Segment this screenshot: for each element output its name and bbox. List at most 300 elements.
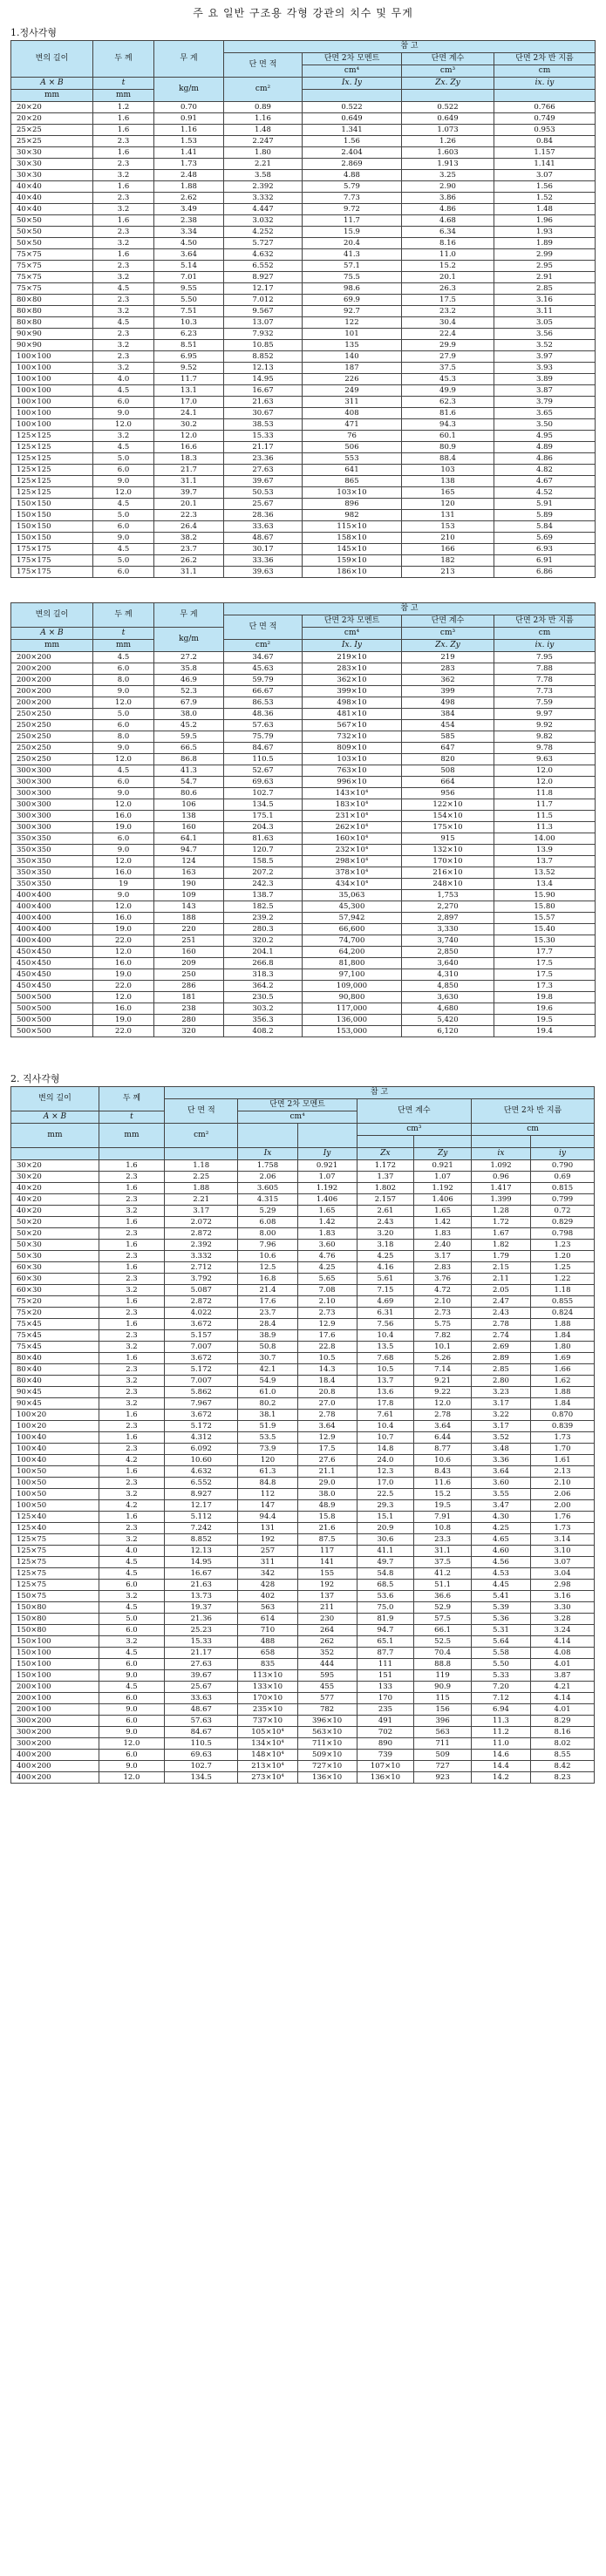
table-row (11, 1251, 595, 1262)
table-row (11, 1274, 595, 1285)
table-cell: 125×40 (11, 1523, 99, 1534)
table-cell: 14.95 (165, 1557, 238, 1568)
table-cell: 9.22 (414, 1387, 472, 1398)
table-cell: 133 (357, 1682, 414, 1693)
table-row (11, 845, 596, 856)
rect-col-radius-header: 단면 2차 반 지름 (471, 1099, 594, 1124)
table-cell: 14.6 (471, 1750, 530, 1761)
table-cell: 996×10 (303, 777, 402, 788)
table-cell: 115 (414, 1693, 472, 1704)
table-cell: 38.1 (238, 1410, 297, 1421)
table-cell: 80×80 (11, 295, 93, 306)
table-cell: 21.63 (165, 1580, 238, 1591)
table-cell: 1.6 (99, 1319, 164, 1330)
table-cell: 100×40 (11, 1432, 99, 1444)
table-cell: 9.72 (303, 204, 402, 215)
table-cell: 90×90 (11, 329, 93, 340)
table-cell: 8.852 (224, 351, 303, 363)
table-cell: 3.55 (471, 1489, 530, 1500)
table-cell: 136,000 (303, 1015, 402, 1026)
table-row (11, 1772, 595, 1784)
table-cell: 19.5 (414, 1500, 472, 1512)
table-cell: 4.5 (99, 1602, 164, 1614)
table-cell: 5.50 (154, 295, 224, 306)
table-cell: 22.4 (402, 329, 494, 340)
table-cell: 8.51 (154, 340, 224, 351)
table-cell: 2,270 (402, 901, 494, 913)
table-cell: 408 (303, 408, 402, 419)
table-cell: 150×80 (11, 1614, 99, 1625)
table-cell: 10.4 (357, 1330, 414, 1342)
table-row (11, 867, 596, 879)
table-cell: 5.0 (93, 555, 154, 567)
table-row (11, 833, 596, 845)
table-cell: 500×500 (11, 1015, 93, 1026)
table-cell: 0.749 (494, 113, 596, 125)
table-cell: 211 (297, 1602, 357, 1614)
table-cell: 4.5 (93, 652, 154, 663)
table-cell: 732×10 (303, 731, 402, 743)
table-cell: 125×75 (11, 1557, 99, 1568)
table-cell: 4.56 (471, 1557, 530, 1568)
rect-ry-label: iy (531, 1148, 595, 1160)
table-cell: 1.16 (224, 113, 303, 125)
table-cell: 25×25 (11, 125, 93, 136)
table-cell: 2.3 (99, 1364, 164, 1376)
table-cell: 303.2 (224, 1003, 303, 1015)
col-ref-header: 참 고 (224, 41, 596, 53)
table-cell: 7.88 (494, 663, 596, 675)
table-cell: 2.74 (471, 1330, 530, 1342)
table-cell: 9.0 (99, 1761, 164, 1772)
table-cell: 4.08 (531, 1648, 595, 1659)
table-row (11, 981, 596, 992)
table-cell: 156 (414, 1704, 472, 1716)
table-cell: 175.1 (224, 811, 303, 822)
table-row (11, 697, 596, 709)
table-cell: 356.3 (224, 1015, 303, 1026)
table-cell: 641 (303, 465, 402, 476)
table-cell: 61.0 (238, 1387, 297, 1398)
table-row (11, 521, 596, 533)
table-cell: 3.10 (531, 1546, 595, 1557)
table-cell: 727×10 (297, 1761, 357, 1772)
table-cell: 41.3 (303, 249, 402, 261)
table-cell: 23.2 (402, 306, 494, 317)
table-cell: 19.6 (494, 1003, 596, 1015)
table-cell: 80×40 (11, 1376, 99, 1387)
table-cell: 150×100 (11, 1636, 99, 1648)
table-cell: 1.6 (99, 1432, 164, 1444)
table-cell: 40×20 (11, 1206, 99, 1217)
col-inertia-header-2: 단면 2차 모멘트 (303, 615, 402, 628)
table-cell: 5.31 (471, 1625, 530, 1636)
table-cell: 3.17 (471, 1421, 530, 1432)
table-cell: 100×20 (11, 1410, 99, 1421)
table-cell: 84.8 (238, 1478, 297, 1489)
table-cell: 283×10 (303, 663, 402, 675)
table-cell: 38.0 (154, 709, 224, 720)
table-cell: 67.9 (154, 697, 224, 709)
table-cell: 1.18 (531, 1285, 595, 1296)
table-cell: 30×30 (11, 170, 93, 181)
table-cell: 131 (402, 510, 494, 521)
table-cell: 3.97 (494, 351, 596, 363)
table-cell: 508 (402, 765, 494, 777)
table-row (11, 431, 596, 442)
table-cell: 342 (238, 1568, 297, 1580)
table-cell: 7.78 (494, 675, 596, 686)
table-cell: 0.824 (531, 1308, 595, 1319)
table-cell: 4.72 (414, 1285, 472, 1296)
table-cell: 2.3 (99, 1274, 164, 1285)
table-cell: 4.25 (297, 1262, 357, 1274)
table-cell: 1.70 (531, 1444, 595, 1455)
table-cell: 4.5 (93, 317, 154, 329)
table-cell: 2.3 (99, 1421, 164, 1432)
table-row (11, 1296, 595, 1308)
table-cell: 102.7 (165, 1761, 238, 1772)
table-cell: 76 (303, 431, 402, 442)
table-cell: 362×10 (303, 675, 402, 686)
table-cell: 90×45 (11, 1387, 99, 1398)
table-cell: 10.6 (414, 1455, 472, 1466)
table-cell: 120 (402, 499, 494, 510)
table-cell: 3.17 (414, 1251, 472, 1262)
table-row (11, 227, 596, 238)
table-cell: 563×10 (297, 1727, 357, 1738)
table-cell: 400×200 (11, 1761, 99, 1772)
table-row (11, 822, 596, 833)
table-cell: 1.83 (297, 1228, 357, 1240)
table-row (11, 686, 596, 697)
table-cell: 3.87 (494, 385, 596, 397)
table-cell: 4.5 (93, 544, 154, 555)
table-cell: 200×100 (11, 1693, 99, 1704)
table-cell: 1.6 (99, 1183, 164, 1194)
table-cell: 54.7 (154, 777, 224, 788)
table-cell: 3.49 (154, 204, 224, 215)
table-cell: 3.18 (357, 1240, 414, 1251)
table-cell: 3.58 (224, 170, 303, 181)
table-cell: 12.0 (93, 697, 154, 709)
table-cell: 14.95 (224, 374, 303, 385)
table-cell: 17.7 (494, 947, 596, 958)
col-area-header-2: 단 면 적 (224, 615, 303, 640)
table-row (11, 499, 596, 510)
table-row (11, 1557, 595, 1568)
table-cell: 182.5 (224, 901, 303, 913)
table-cell: 88.8 (414, 1659, 472, 1670)
table-cell: 3.032 (224, 215, 303, 227)
table-row (11, 272, 596, 283)
table-cell: 80×80 (11, 317, 93, 329)
table-cell: 3.2 (99, 1376, 164, 1387)
table-cell: 10.4 (357, 1421, 414, 1432)
table-cell: 216×10 (402, 867, 494, 879)
table-cell: 148×10⁴ (238, 1750, 297, 1761)
table-cell: 3.04 (531, 1568, 595, 1580)
table-cell: 125×125 (11, 431, 93, 442)
table-cell: 2.3 (99, 1228, 164, 1240)
table-cell: 75.5 (303, 272, 402, 283)
table-cell: 21.17 (165, 1648, 238, 1659)
table-cell: 35.8 (154, 663, 224, 675)
table-cell: 9.0 (93, 845, 154, 856)
table-cell: 30×20 (11, 1160, 99, 1172)
table-cell: 5.172 (165, 1421, 238, 1432)
table-cell: 1.18 (165, 1160, 238, 1172)
table-cell: 4.86 (494, 453, 596, 465)
table-cell: 298×10⁴ (303, 856, 402, 867)
table-cell: 1.73 (154, 159, 224, 170)
table-cell: 200×200 (11, 675, 93, 686)
table-cell: 3,640 (402, 958, 494, 969)
table-cell: 31.1 (154, 567, 224, 578)
section-square-title: 1.정사각형 (10, 27, 57, 38)
table-cell: 6.0 (93, 567, 154, 578)
table-cell: 498×10 (303, 697, 402, 709)
table-cell: 20.9 (357, 1523, 414, 1534)
table-cell: 50.53 (224, 487, 303, 499)
table-row (11, 181, 596, 193)
table-cell: 238 (154, 1003, 224, 1015)
table-cell: 1.6 (93, 147, 154, 159)
col-thickness-header-2: 두 께 (93, 603, 154, 628)
table-cell: 4.14 (531, 1636, 595, 1648)
table-cell: 1.48 (224, 125, 303, 136)
table-cell: 15.90 (494, 890, 596, 901)
table-cell: 13.7 (357, 1376, 414, 1387)
table-row (11, 663, 596, 675)
table-cell: 9.567 (224, 306, 303, 317)
table-cell: 145×10 (303, 544, 402, 555)
table-cell: 0.829 (531, 1217, 595, 1228)
table-row (11, 487, 596, 499)
table-cell: 7.61 (357, 1410, 414, 1421)
table-cell: 134×10⁴ (238, 1738, 297, 1750)
table-cell: 2.73 (414, 1308, 472, 1319)
table-cell: 4.82 (494, 465, 596, 476)
table-cell: 4.5 (99, 1648, 164, 1659)
table-cell: 264 (297, 1625, 357, 1636)
table-row (11, 1330, 595, 1342)
table-cell: 3.64 (154, 249, 224, 261)
table-cell: 6.552 (165, 1478, 238, 1489)
table-cell: 1.399 (471, 1194, 530, 1206)
table-cell: 8.16 (531, 1727, 595, 1738)
table-cell: 12.0 (414, 1398, 472, 1410)
table-cell: 400×400 (11, 890, 93, 901)
table-row (11, 408, 596, 419)
table-row (11, 1228, 595, 1240)
table-cell: 2.48 (154, 170, 224, 181)
table-cell: 50×20 (11, 1217, 99, 1228)
table-cell: 1.42 (414, 1217, 472, 1228)
table-cell: 7.012 (224, 295, 303, 306)
table-cell: 5.112 (165, 1512, 238, 1523)
table-cell: 5.91 (494, 499, 596, 510)
table-row (11, 1183, 595, 1194)
table-cell: 190 (154, 879, 224, 890)
table-cell: 11.3 (471, 1716, 530, 1727)
table-cell: 3.23 (471, 1387, 530, 1398)
table-cell: 150×75 (11, 1591, 99, 1602)
table-cell: 488 (238, 1636, 297, 1648)
table-cell: 200×100 (11, 1704, 99, 1716)
table-cell: 20.8 (297, 1387, 357, 1398)
table-cell: 158×10 (303, 533, 402, 544)
table-cell: 50×50 (11, 238, 93, 249)
table-cell: 12.0 (93, 754, 154, 765)
table-cell: 2.21 (165, 1194, 238, 1206)
table-cell: 2.43 (471, 1308, 530, 1319)
rect-zy-label: Zy (414, 1148, 472, 1160)
table-cell: 122 (303, 317, 402, 329)
table-cell: 1.80 (531, 1342, 595, 1353)
table-cell: 1.69 (531, 1353, 595, 1364)
table-cell: 3,740 (402, 935, 494, 947)
table-cell: 5.172 (165, 1364, 238, 1376)
table-cell: 41.3 (154, 765, 224, 777)
table-cell: 1.80 (224, 147, 303, 159)
table-cell: 2.404 (303, 147, 402, 159)
table-cell: 50.8 (238, 1342, 297, 1353)
table-row (11, 992, 596, 1003)
table-cell: 2.3 (99, 1387, 164, 1398)
table-cell: 0.91 (154, 113, 224, 125)
table-cell: 1.141 (494, 159, 596, 170)
table-cell: 563 (238, 1602, 297, 1614)
table-cell: 125×125 (11, 442, 93, 453)
table-cell: 25.67 (224, 499, 303, 510)
table-cell: 90,800 (303, 992, 402, 1003)
table-row (11, 1704, 595, 1716)
table-cell: 200×200 (11, 652, 93, 663)
table-cell: 399×10 (303, 686, 402, 697)
table-cell: 102.7 (224, 788, 303, 799)
table-cell: 30.2 (154, 419, 224, 431)
table-cell: 400×400 (11, 935, 93, 947)
table-cell: 9.0 (93, 686, 154, 697)
table-cell: 6.34 (402, 227, 494, 238)
table-cell: 12.0 (93, 947, 154, 958)
table-row (11, 1546, 595, 1557)
table-cell: 6.31 (357, 1308, 414, 1319)
unit-cm4-2: cm⁴ (303, 628, 402, 640)
table-cell: 1.37 (357, 1172, 414, 1183)
table-cell: 57.63 (165, 1716, 238, 1727)
unit-cm2-2: cm² (224, 640, 303, 652)
table-cell: 4.01 (531, 1659, 595, 1670)
table-cell: 0.953 (494, 125, 596, 136)
table-cell: 2.06 (238, 1172, 297, 1183)
table-cell: 213 (402, 567, 494, 578)
table-cell: 17.6 (238, 1296, 297, 1308)
table-row (11, 351, 596, 363)
table-cell: 9.0 (93, 890, 154, 901)
table-cell: 28.4 (238, 1319, 297, 1330)
table-cell: 75×45 (11, 1319, 99, 1330)
table-cell: 11.6 (414, 1478, 472, 1489)
table-cell: 141 (297, 1557, 357, 1568)
table-cell: 450×450 (11, 969, 93, 981)
table-cell: 100×100 (11, 419, 93, 431)
table-cell: 2.43 (357, 1217, 414, 1228)
table-cell: 81.63 (224, 833, 303, 845)
table-cell: 1.62 (531, 1376, 595, 1387)
table-cell: 16.0 (93, 1003, 154, 1015)
table-cell: 51.1 (414, 1580, 472, 1591)
table-cell: 9.0 (93, 476, 154, 487)
table-cell: 450×450 (11, 947, 93, 958)
table-cell: 19 (93, 879, 154, 890)
table-row (11, 890, 596, 901)
table-cell: 956 (402, 788, 494, 799)
table-row (11, 476, 596, 487)
table-cell: 434×10⁴ (303, 879, 402, 890)
table-cell: 280.3 (224, 924, 303, 935)
table-cell: 134.5 (224, 799, 303, 811)
table-cell: 53.6 (357, 1591, 414, 1602)
table-cell: 111 (357, 1659, 414, 1670)
table-cell: 80.6 (154, 788, 224, 799)
table-row (11, 901, 596, 913)
table-cell: 74,700 (303, 935, 402, 947)
table-cell: 3.36 (471, 1455, 530, 1466)
table-cell: 42.1 (238, 1364, 297, 1376)
rect-rx-label: ix (471, 1148, 530, 1160)
table-cell: 809×10 (303, 743, 402, 754)
table-row (11, 1387, 595, 1398)
table-cell: 6.0 (99, 1693, 164, 1704)
table-cell: 250×250 (11, 720, 93, 731)
table-cell: 13.1 (154, 385, 224, 397)
table-row (11, 1693, 595, 1704)
table-cell: 13.9 (494, 845, 596, 856)
table-row (11, 1534, 595, 1546)
table-cell: 262×10⁴ (303, 822, 402, 833)
table-cell: 763×10 (303, 765, 402, 777)
table-cell: 481×10 (303, 709, 402, 720)
table-cell: 143×10⁴ (303, 788, 402, 799)
table-cell: 9.97 (494, 709, 596, 720)
table-cell: 2.3 (99, 1478, 164, 1489)
table-row (11, 1364, 595, 1376)
table-cell: 4.01 (531, 1704, 595, 1716)
table-cell: 0.522 (402, 102, 494, 113)
table-cell: 3.2 (99, 1591, 164, 1602)
table-cell: 11.7 (494, 799, 596, 811)
table-cell: 3.672 (165, 1353, 238, 1364)
table-row (11, 125, 596, 136)
table-cell: 7.51 (154, 306, 224, 317)
table-cell: 5.64 (471, 1636, 530, 1648)
table-cell: 100×100 (11, 363, 93, 374)
table-row (11, 1455, 595, 1466)
table-cell: 119 (414, 1670, 472, 1682)
table-cell: 20×20 (11, 102, 93, 113)
table-cell: 1.2 (93, 102, 154, 113)
table-cell: 1.913 (402, 159, 494, 170)
table-cell: 48.67 (165, 1704, 238, 1716)
table-cell: 13.52 (494, 867, 596, 879)
table-cell: 94.7 (357, 1625, 414, 1636)
table-cell: 3.60 (297, 1240, 357, 1251)
table-row (11, 958, 596, 969)
table-cell: 11.3 (494, 822, 596, 833)
table-cell: 318.3 (224, 969, 303, 981)
